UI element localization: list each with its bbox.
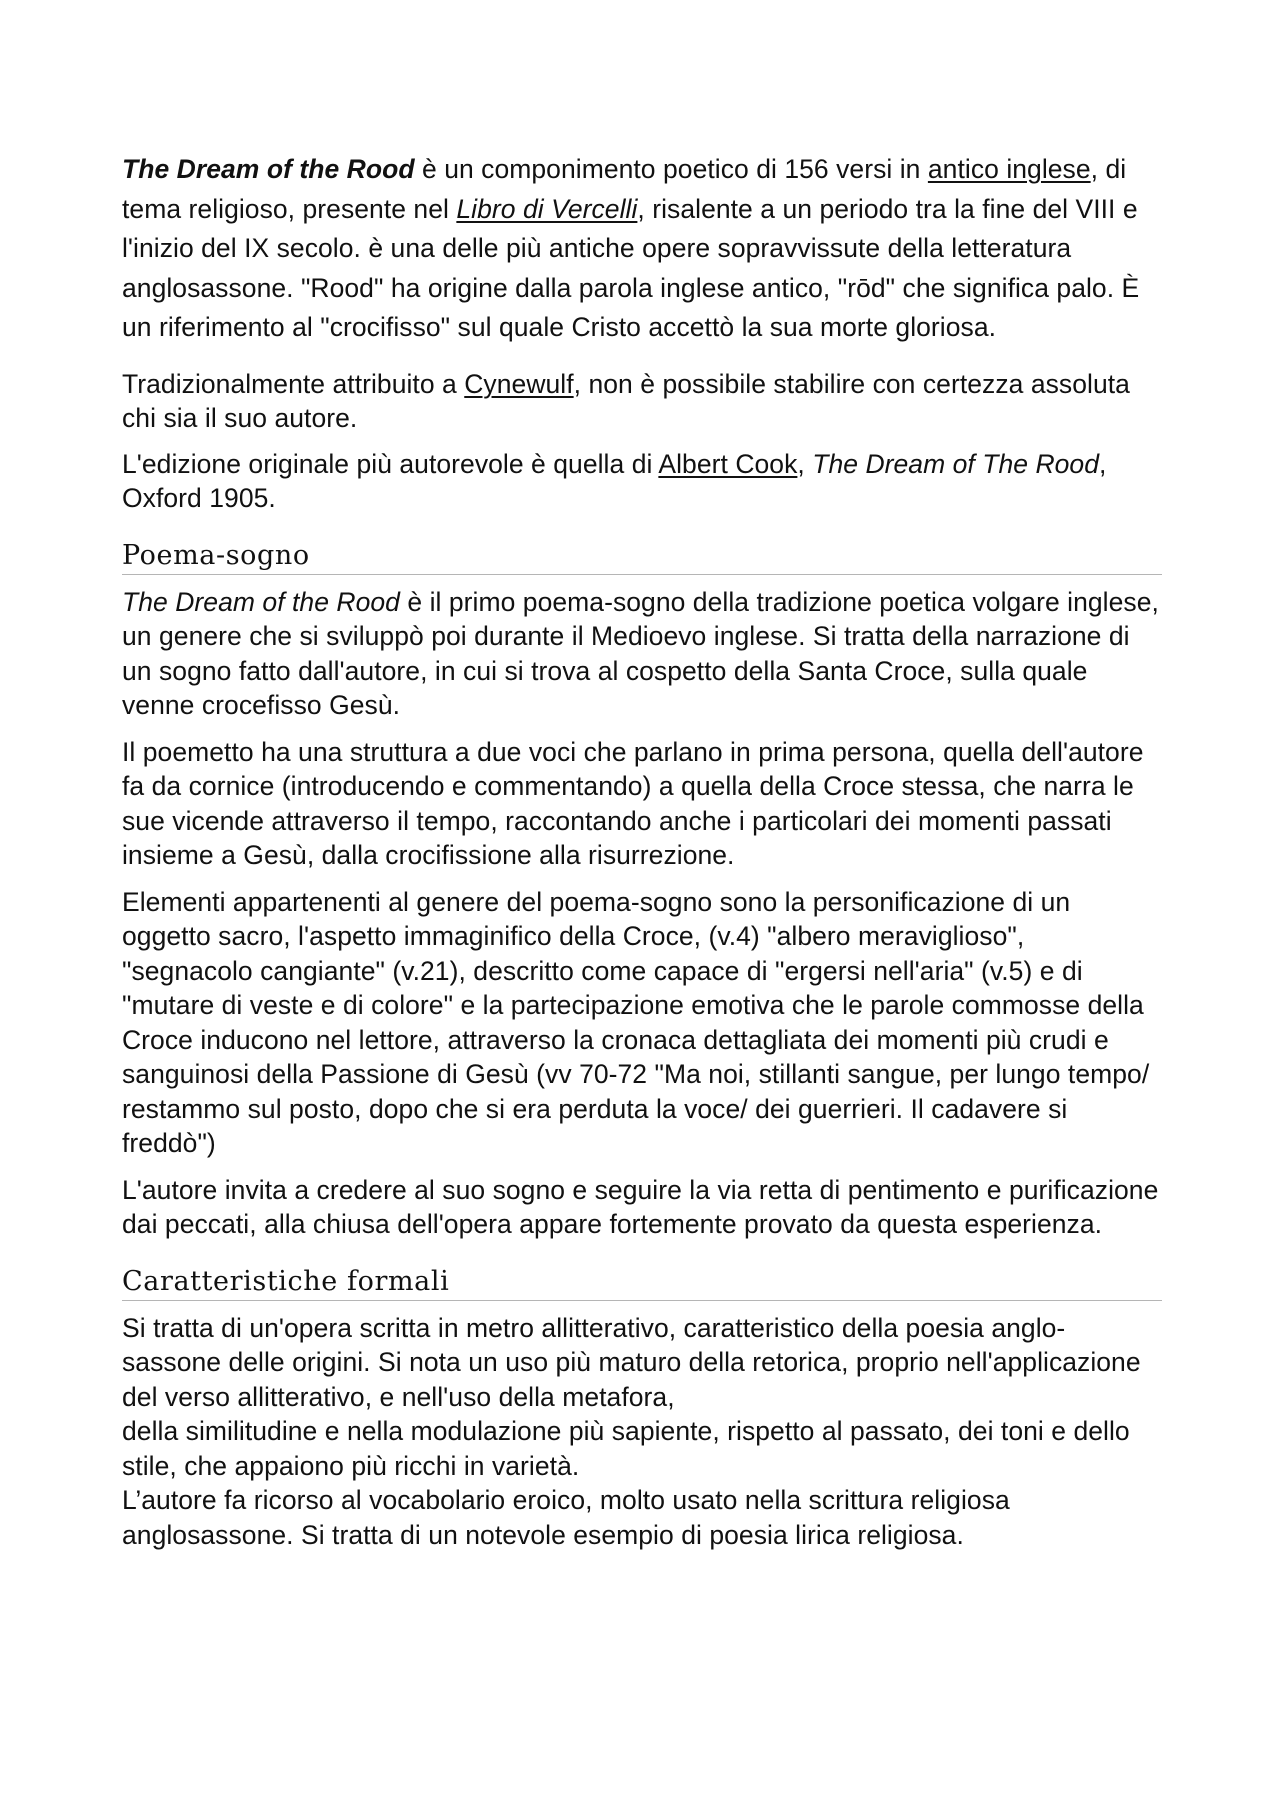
- section-heading-caratteristiche-formali: Caratteristiche formali: [122, 1265, 1162, 1301]
- formal-line-1: Si tratta di un'opera scritta in metro allitterativo, caratteristico della poesia anglo-sassone delle origini. Si nota un uso più maturo della retorica, proprio nell'applicazione del verso allitterativo, e nell'uso della metafora,: [122, 1312, 1141, 1412]
- section-heading-poema-sogno: Poema-sogno: [122, 539, 1162, 575]
- link-albert-cook[interactable]: Albert Cook: [658, 448, 798, 479]
- formal-line-2: della similitudine e nella modulazione più sapiente, rispetto al passato, dei toni e dello stile, che appaiono più ricchi in varietà.: [122, 1416, 1130, 1481]
- document-page: [122, 150, 1162, 1552]
- link-antico-inglese[interactable]: antico inglese: [927, 154, 1091, 184]
- edition-paragraph: L'edizione originale più autorevole è quella di Albert Cook, The Dream of The Rood, Oxford 1905.: [122, 448, 1107, 514]
- dream-paragraph-1: The Dream of the Rood è il primo poema-sogno della tradizione poetica volgare inglese, un genere che si sviluppò poi durante il Medioevo inglese. Si tratta della narrazione di un sogno fatto dall'autore, in cui si trova al cospetto della Santa Croce, sulla quale venne crocefisso Gesù.: [122, 586, 1159, 721]
- formal-line-3: L’autore fa ricorso al vocabolario eroico, molto usato nella scrittura religiosa anglosassone. Si tratta di un notevole esempio di poesia lirica religiosa.: [122, 1485, 1010, 1550]
- link-libro-di-vercelli[interactable]: Libro di Vercelli: [456, 193, 638, 224]
- dream-paragraph-4: L'autore invita a credere al suo sogno e seguire la via retta di pentimento e purificazione dai peccati, alla chiusa dell'opera appare fortemente provato da questa esperienza.: [122, 1174, 1159, 1240]
- dream-paragraph-3: Elementi appartenenti al genere del poema-sogno sono la personificazione di un oggetto sacro, l'aspetto immaginifico della Croce, (v.4) "albero meraviglioso", "segnacolo cangiante" (v.21), descritto come capace di "ergersi nell'aria" (v.5) e di "mutare di veste e di colore" e la partecipazione emotiva che le parole commosse della Croce inducono nel lettore, attraverso la cronaca dettagliata dei momenti più crudi e sanguinosi della Passione di Gesù (vv 70-72 "Ma noi, stillanti sangue, per lungo tempo/ restammo sul posto, dopo che si era perduta la voce/ dei guerrieri. Il cadavere si freddò"): [122, 886, 1150, 1159]
- poem-title: The Dream of the Rood: [122, 154, 415, 184]
- poem-title-italic: The Dream of the Rood: [122, 586, 400, 617]
- edition-title: The Dream of The Rood: [812, 448, 1100, 479]
- intro-paragraph: The Dream of the Rood è un componimento poetico di 156 versi in antico inglese, di tema religioso, presente nel Libro di Vercelli, risalente a un periodo tra la fine del VIII e l'inizio del IX secolo. è una delle più antiche opere sopravvissute della letteratura anglosassone. "Rood" ha origine dalla parola inglese antico, "rōd" che significa palo. È un riferimento al "crocifisso" sul quale Cristo accettò la sua morte gloriosa.: [122, 154, 1140, 343]
- dream-paragraph-2: Il poemetto ha una struttura a due voci che parlano in prima persona, quella dell'autore fa da cornice (introducendo e commentando) a quella della Croce stessa, che narra le sue vicende attraverso il tempo, raccontando anche i particolari dei momenti passati insieme a Gesù, dalla crocifissione alla risurrezione.: [122, 736, 1144, 871]
- authorship-paragraph: Tradizionalmente attribuito a Cynewulf, non è possibile stabilire con certezza assoluta chi sia il suo autore.: [122, 368, 1130, 434]
- link-cynewulf[interactable]: Cynewulf: [464, 368, 574, 399]
